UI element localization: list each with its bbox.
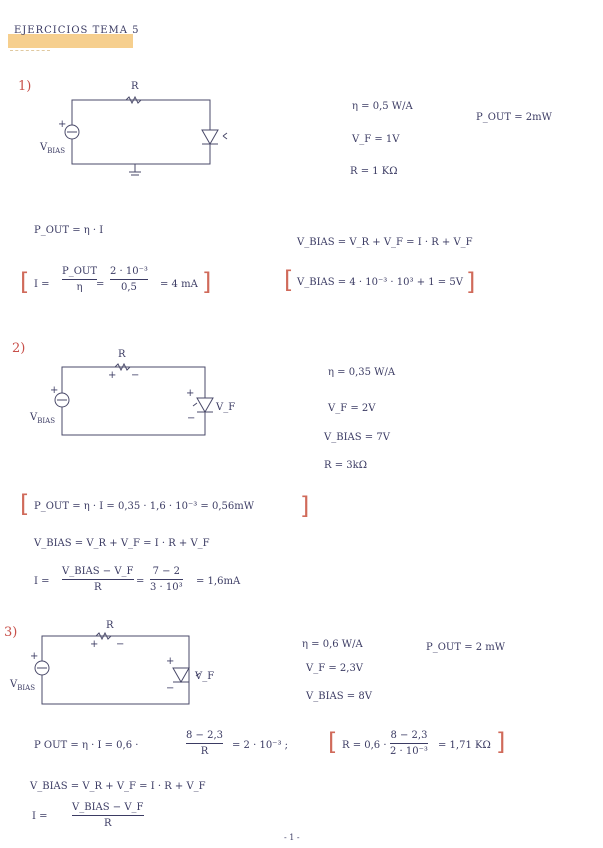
ex1-i-equals: = xyxy=(96,279,105,290)
ex1-given-pout: P_OUT = 2mW xyxy=(476,112,552,123)
ex3-r-result: = 1,71 KΩ xyxy=(438,740,491,751)
ex3-i-fraction xyxy=(72,802,144,829)
ex1-i-result: = 4 mA xyxy=(160,279,198,290)
ex3-number: 3) xyxy=(4,625,18,640)
ex3-pout-fraction xyxy=(186,730,223,757)
ex3-vbias-label: $V_{BIAS}$ xyxy=(10,679,35,692)
ex3-i-numerator: V_BIAS − V_F xyxy=(72,802,144,813)
ex3-given-pout: P_OUT = 2 mW xyxy=(426,642,506,653)
ex1-r-label: R xyxy=(131,81,139,92)
ex1-vbias-bracket-right: ] xyxy=(466,268,476,296)
ex1-bracket-right: ] xyxy=(202,268,212,296)
ex2-resistor-minus: − xyxy=(131,370,140,381)
ex1-vbias-bracket-left: [ xyxy=(284,266,294,294)
ex2-i-result: = 1,6mA xyxy=(196,576,241,587)
ex3-r-label: R xyxy=(106,620,114,631)
ex3-pout-denominator: R xyxy=(200,746,209,757)
ex2-given-vf: V_F = 2V xyxy=(328,403,376,414)
ex2-r-label: R xyxy=(118,349,126,360)
ex3-r-numerator: 8 − 2,3 xyxy=(390,730,428,741)
ex1-i-fraction2 xyxy=(110,266,148,293)
ex1-plus-sign: + xyxy=(58,119,67,130)
ex3-diode-label: V_F xyxy=(195,671,215,682)
ex3-i-lhs: I = xyxy=(32,811,48,822)
ex2-vbias-eq: V_BIAS = V_R + V_F = I · R + V_F xyxy=(34,538,210,549)
ex3-given-vf: V_F = 2,3V xyxy=(306,663,364,674)
ex2-i-numerator2: 7 − 2 xyxy=(152,566,181,577)
ex3-bracket-left: [ xyxy=(328,728,338,756)
ex1-eq-vbias: V_BIAS = V_R + V_F = I · R + V_F xyxy=(297,237,473,248)
ex3-given-vbias: V_BIAS = 8V xyxy=(306,691,372,702)
page-title: EJERCICIOS TEMA 5 xyxy=(14,25,140,36)
ex1-diode-symbol xyxy=(202,130,218,144)
ex2-i-denominator2: 3 · 10³ xyxy=(150,582,183,593)
ex1-i-numerator: P_OUT xyxy=(62,266,98,277)
ex3-diode-symbol xyxy=(173,668,189,682)
ex2-i-lhs: I = xyxy=(34,576,50,587)
ex1-i-fraction xyxy=(62,266,97,293)
ex2-i-equals: = xyxy=(136,576,145,587)
ex1-i-lhs: I = xyxy=(34,279,50,290)
ex3-vbias-eq: V_BIAS = V_R + V_F = I · R + V_F xyxy=(30,781,206,792)
ex2-i-fraction xyxy=(62,566,134,593)
page-number: - 1 - xyxy=(284,833,300,842)
ex3-pout-lhs: P OUT = η · I = 0,6 · xyxy=(34,740,139,751)
ex1-i-numerator2: 2 · 10⁻³ xyxy=(110,266,148,277)
ex2-vbias-label: $V_{BIAS}$ xyxy=(30,412,55,425)
ex2-i-denominator: R xyxy=(93,582,102,593)
ex1-vbias-label: $V_{BIAS}$ xyxy=(40,142,65,155)
ex3-i-denominator: R xyxy=(103,818,112,829)
ex2-bracket-right: ] xyxy=(300,492,310,520)
ex2-diode-minus: − xyxy=(187,413,196,424)
ex2-diode-label: V_F xyxy=(216,402,236,413)
ex2-number: 2) xyxy=(12,341,26,356)
ex3-r-lhs: R = 0,6 · xyxy=(342,740,387,751)
ex3-pout-numerator: 8 − 2,3 xyxy=(186,730,224,741)
ex3-plus-sign: + xyxy=(30,651,39,662)
ex1-vbias-result: V_BIAS = 4 · 10⁻³ · 10³ + 1 = 5V xyxy=(297,277,463,288)
ex2-diode-symbol xyxy=(197,398,213,412)
ex1-bracket-left: [ xyxy=(20,268,30,296)
ex2-given-eta: η = 0,35 W/A xyxy=(328,367,396,378)
ex2-plus-sign: + xyxy=(50,385,59,396)
ex1-given-r: R = 1 KΩ xyxy=(350,166,398,177)
ex3-diode-minus: − xyxy=(166,683,175,694)
ex1-circuit-loop xyxy=(72,100,210,164)
ex2-bracket-left: [ xyxy=(20,490,30,518)
ex3-pout-rhs: = 2 · 10⁻³ ; xyxy=(232,740,289,751)
ex1-i-denominator2: 0,5 xyxy=(121,282,137,293)
ex2-diode-plus: + xyxy=(186,388,195,399)
ex1-number: 1) xyxy=(18,79,32,94)
ex1-given-eta: η = 0,5 W/A xyxy=(352,101,413,112)
ex2-pout-result: P_OUT = η · I = 0,35 · 1,6 · 10⁻³ = 0,56mW xyxy=(34,501,254,512)
ex1-eq-pout: P_OUT = η · I xyxy=(34,225,104,236)
ex3-given-eta: η = 0,6 W/A xyxy=(302,639,363,650)
ex3-r-denominator: 2 · 10⁻³ xyxy=(390,746,428,757)
ex2-i-fraction2 xyxy=(150,566,183,593)
ex2-resistor-plus: + xyxy=(108,370,117,381)
ex1-given-vf: V_F = 1V xyxy=(352,134,400,145)
ex3-diode-plus: + xyxy=(166,656,175,667)
ex2-given-r: R = 3kΩ xyxy=(324,460,367,471)
ex1-i-denominator: η xyxy=(76,282,83,293)
ex3-bracket-right: ] xyxy=(496,728,506,756)
ex3-r-fraction xyxy=(390,730,428,757)
ex3-resistor-minus: − xyxy=(116,639,125,650)
ex3-resistor-plus: + xyxy=(90,639,99,650)
ex2-given-vbias: V_BIAS = 7V xyxy=(324,432,390,443)
ex2-i-numerator: V_BIAS − V_F xyxy=(62,566,134,577)
